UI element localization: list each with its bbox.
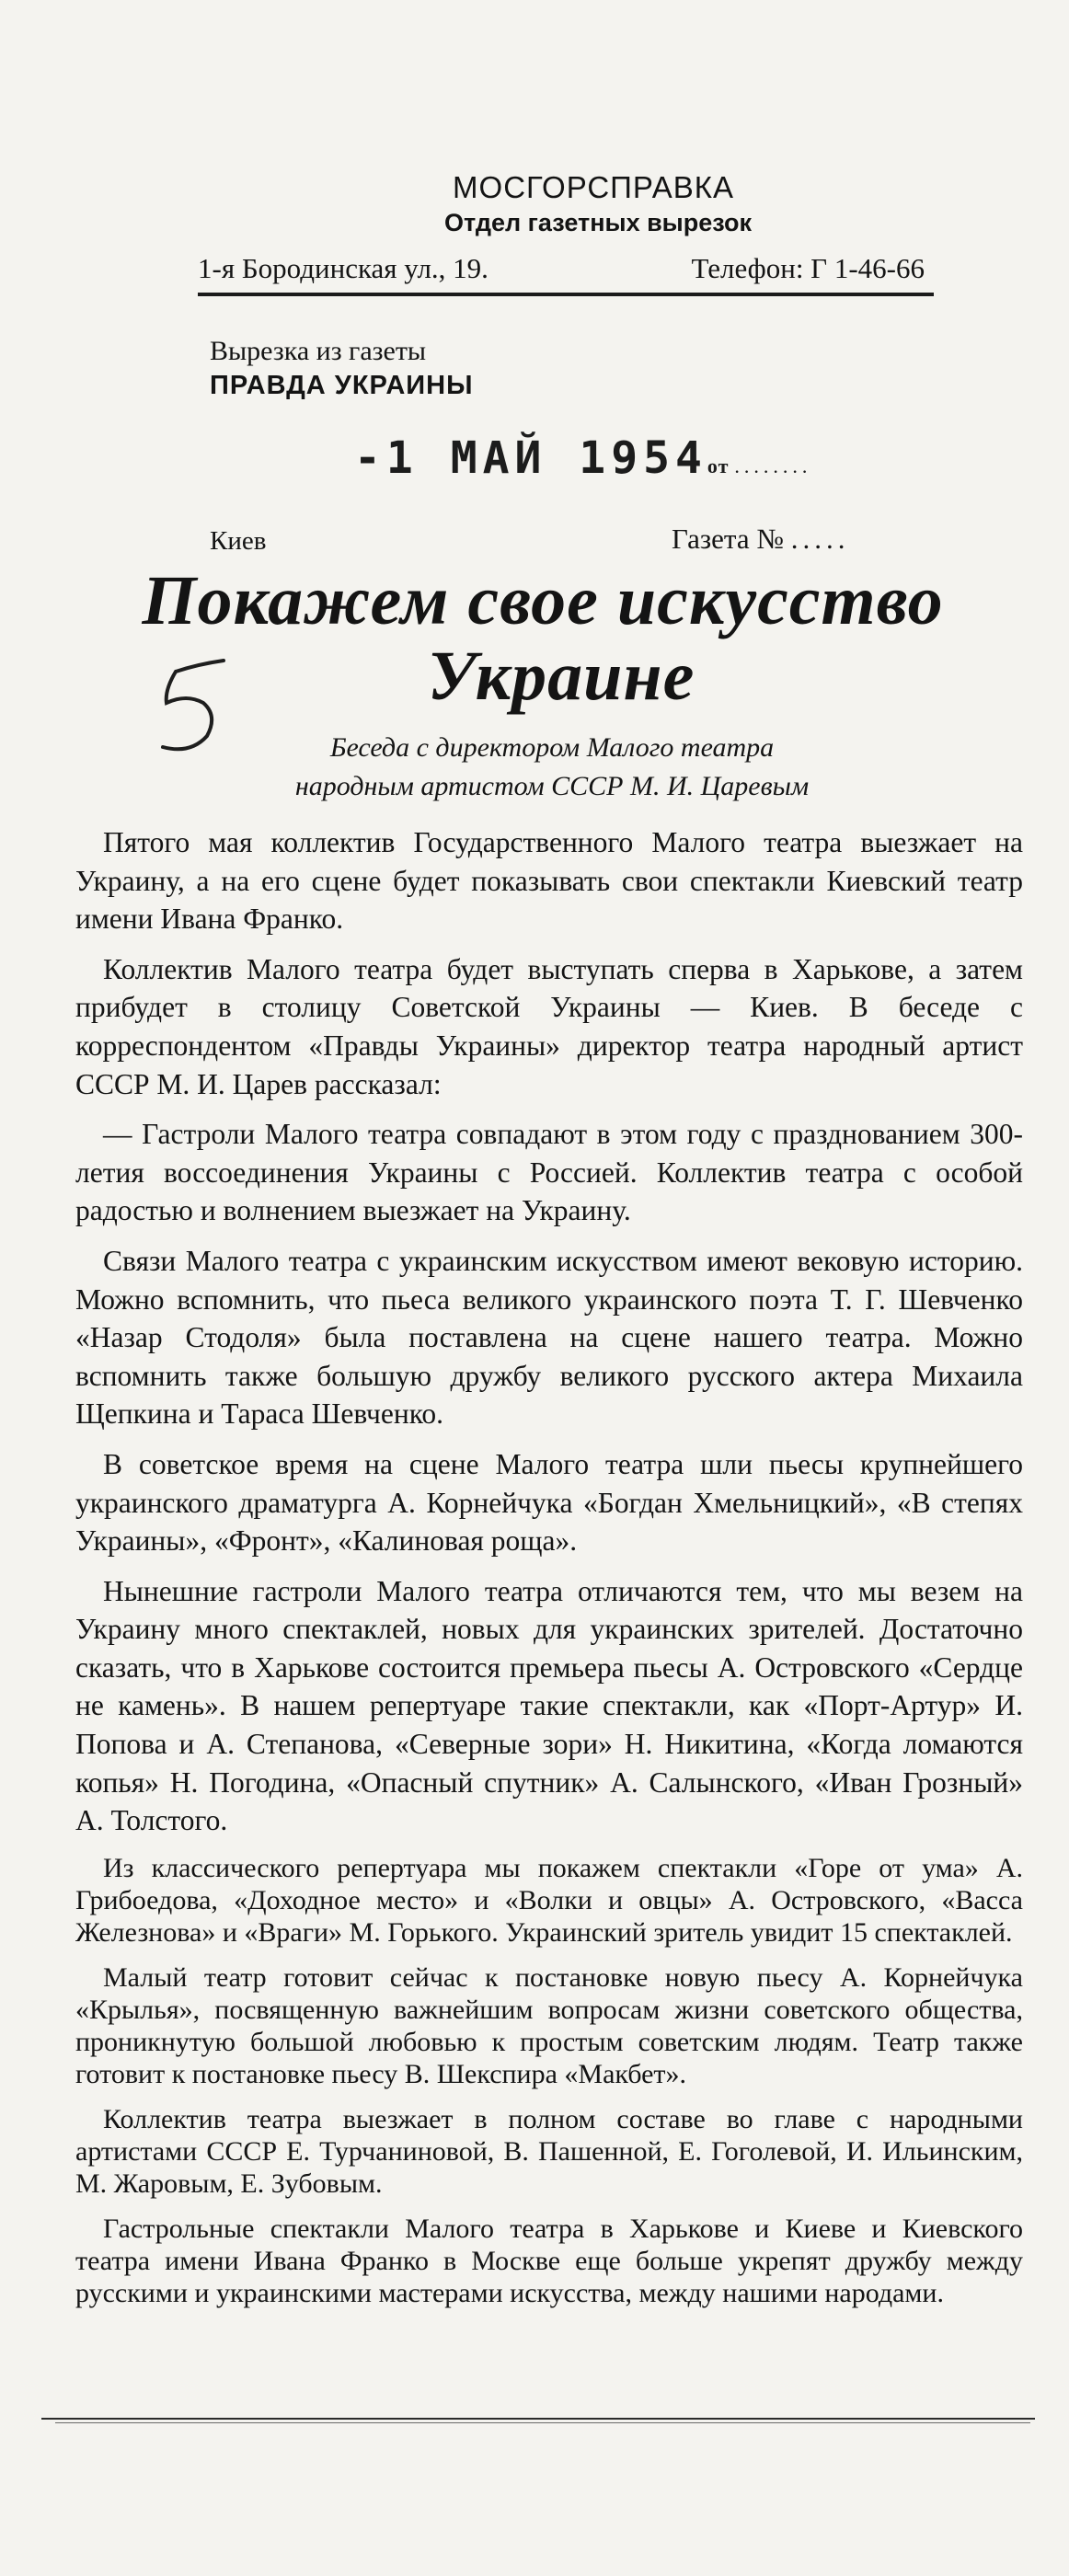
issue-dots: ..... (790, 523, 850, 555)
article-body (75, 823, 1023, 2322)
article-title-line-2: Украине (427, 638, 695, 715)
agency-phone: Телефон: Г 1-46-66 (691, 252, 925, 284)
date-stamp-dots: ........ (734, 454, 812, 477)
city-name: Киев (210, 526, 267, 556)
agency-name: МОСГОРСПРАВКА (453, 170, 734, 204)
issue-label: Газета № (672, 523, 784, 555)
agency-address: 1-я Бородинская ул., 19. (198, 252, 489, 284)
agency-stamp (198, 170, 934, 296)
article-subtitle-line-2: народным артистом СССР М. И. Царевым (294, 771, 810, 801)
article-paragraph: Гастрольные спектакли Малого театра в Харькове и Киеве и Киевского театра имени Ивана Франко в Москве еще больше укрепят дружбу между русскими и украинскими мастерами искусства, между нашими народами. (75, 2213, 1023, 2308)
article-paragraph: Связи Малого театра с украинским искусством имеют вековую историю. Можно вспомнить, что пьеса великого украинского поэта Т. Г. Шевченко «Назар Стодоля» была поставлена на сцене нашего театра. Можно вспомнить также большую дружбу великого русского актера Михаила Щепкина и Тараса Шевченко. (75, 1244, 1023, 1431)
article-paragraph: Коллектив театра выезжает в полном составе во главе с народными артистами СССР Е. Турчаниновой, В. Пашенной, Е. Гоголевой, И. Ильинским, М. Жаровым, Е. Зубовым. (75, 2103, 1023, 2199)
article-paragraph: В советское время на сцене Малого театра шли пьесы крупнейшего украинского драматурга А. Корнейчука «Богдан Хмельницкий», «В степях Украины», «Фронт», «Калиновая роща». (75, 1447, 1023, 1558)
bottom-divider-thin (55, 2422, 1030, 2423)
date-stamp (354, 432, 811, 484)
article-title-line-1: Покажем свое искусство (142, 562, 944, 639)
agency-department: Отдел газетных вырезок (443, 209, 753, 236)
agency-contact-line (198, 252, 934, 285)
article-paragraph: Малый театр готовит сейчас к постановке новую пьесу А. Корнейчука «Крылья», посвященную важнейшим вопросам жизни советского общества, проникнутую большой любовью к простым советским людям. Театр также готовит к постановке пьесу В. Шекспира «Макбет». (75, 1961, 1023, 2089)
issue-number-line (672, 523, 849, 556)
article-subtitle (138, 729, 966, 806)
article-subtitle-line-1: Беседа с директором Малого театра (329, 732, 775, 763)
date-stamp-value: -1 МАЙ 1954 (354, 432, 707, 484)
article-paragraph: — Гастроли Малого театра совпадают в этом году с празднованием 300-летия воссоединения Украины с Россией. Коллектив театра с особой радостью и волнением выезжает на Украину. (75, 1118, 1023, 1227)
newspaper-name: ПРАВДА УКРАИНЫ (210, 371, 474, 400)
article-paragraph: Нынешние гастроли Малого театра отличаются тем, что мы везем на Украину много спектаклей, новых для украинских зрителей. Достаточно сказать, что в Харькове состоится премьера пьесы А. Островского «Сердце не камень». В нашем репертуаре такие спектакли, как «Порт-Артур» И. Попова и А. Степанова, «Северные зори» Н. Никитина, «Когда ломаются копья» Н. Погодина, «Опасный спутник» А. Салынского, «Иван Грозный» А. Толстого. (75, 1574, 1023, 1837)
clipping-source (210, 336, 473, 401)
stamp-divider (198, 293, 934, 296)
clipping-label: Вырезка из газеты (210, 336, 427, 366)
article-paragraph: Коллектив Малого театра будет выступать сперва в Харькове, а затем прибудет в столицу Советской Украины — Киев. В беседе с корреспондентом «Правды Украины» директор театра народный артист СССР М. И. Царев рассказал: (75, 952, 1023, 1100)
date-stamp-suffix: от (707, 454, 730, 477)
bottom-divider (41, 2418, 1035, 2420)
article-paragraph: Пятого мая коллектив Государственного Малого театра выезжает на Украину, а на его сцене будет показывать свои спектакли Киевский театр имени Ивана Франко. (75, 826, 1023, 936)
article-paragraph: Из классического репертуара мы покажем спектакли «Горе от ума» А. Грибоедова, «Доходное место» и «Волки и овцы» А. Островского, «Васса Железнова» и «Враги» М. Горького. Украинский зритель увидит 15 спектаклей. (75, 1852, 1023, 1948)
